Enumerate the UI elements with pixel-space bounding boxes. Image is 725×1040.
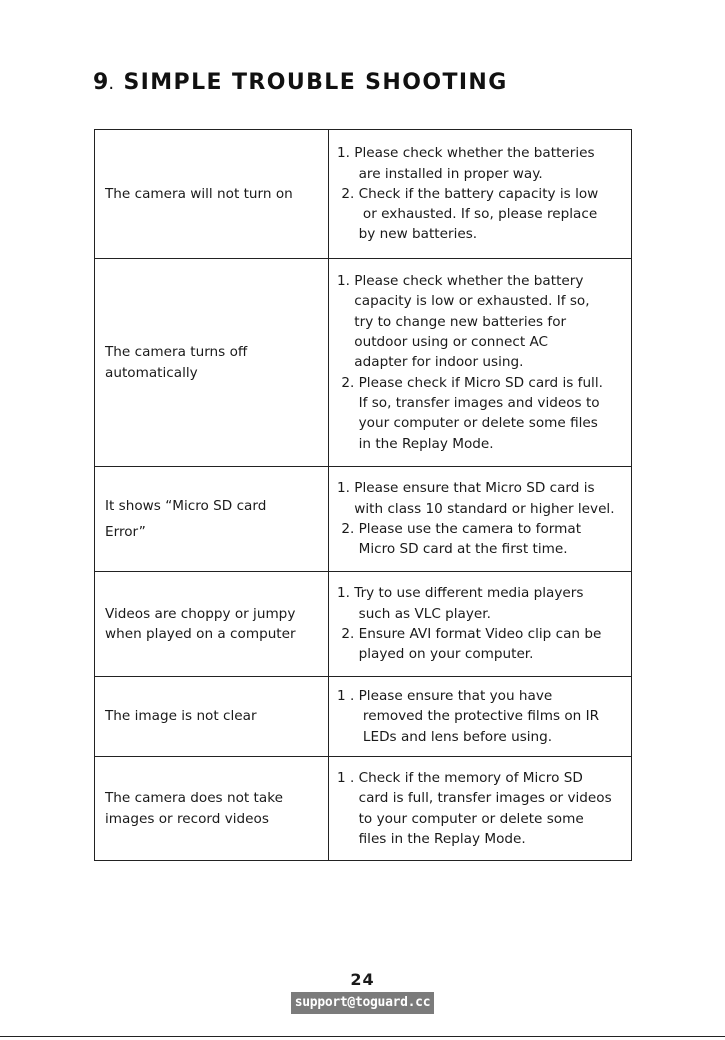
section-title-text: SIMPLE TROUBLE SHOOTING <box>123 70 508 95</box>
problem-text: Videos are choppy or jumpy when played on a computer <box>105 605 296 642</box>
section-title: 9. SIMPLE TROUBLE SHOOTING <box>93 70 508 95</box>
problem-cell <box>95 572 329 677</box>
table-row <box>95 130 632 259</box>
table-row <box>95 757 632 861</box>
problem-text: The camera does not take images or record videos <box>105 790 283 827</box>
solution-text: 1. Please ensure that Micro SD card is with class 10 standard or higher level. 2. Please use the camera to format Micro SD card at the first time. <box>337 480 615 558</box>
table-row <box>95 259 632 467</box>
solution-cell <box>329 130 632 259</box>
support-email-badge: support@toguard.cc <box>291 992 434 1014</box>
solution-cell <box>329 467 632 572</box>
problem-text: The camera will not turn on <box>105 185 293 202</box>
solution-text: 1. Please check whether the battery capacity is low or exhausted. If so, try to change new batteries for outdoor using or connect AC adapter for indoor using. 2. Please check if Micro SD card is full. If so, transfer images and videos to your computer or delete some files in the Replay Mode. <box>337 273 603 452</box>
table-row <box>95 572 632 677</box>
solution-cell <box>329 677 632 757</box>
problem-text: The image is not clear <box>105 708 257 725</box>
solution-text: 1 . Please ensure that you have removed the protective films on IR LEDs and lens before using. <box>337 688 600 745</box>
problem-text: It shows “Micro SD card Error” <box>105 498 267 540</box>
troubleshooting-table <box>94 129 632 861</box>
table-row <box>95 467 632 572</box>
problem-cell <box>95 130 329 259</box>
problem-cell <box>95 677 329 757</box>
solution-text: 1. Try to use different media players such as VLC player. 2. Ensure AVI format Video clip can be played on your computer. <box>337 585 602 663</box>
solution-text: 1. Please check whether the batteries are installed in proper way. 2. Check if the battery capacity is low or exhausted. If so, please replace by new batteries. <box>337 145 599 243</box>
table-row <box>95 677 632 757</box>
problem-cell <box>95 757 329 861</box>
solution-cell <box>329 572 632 677</box>
page-number: 24 <box>350 970 375 989</box>
problem-text: The camera turns off automatically <box>105 344 248 381</box>
bottom-divider <box>0 1036 725 1037</box>
problem-cell <box>95 259 329 467</box>
section-number: 9 <box>93 70 109 95</box>
problem-cell <box>95 467 329 572</box>
solution-text: 1 . Check if the memory of Micro SD card is full, transfer images or videos to your computer or delete some files in the Replay Mode. <box>337 769 612 847</box>
solution-cell <box>329 259 632 467</box>
solution-cell <box>329 757 632 861</box>
